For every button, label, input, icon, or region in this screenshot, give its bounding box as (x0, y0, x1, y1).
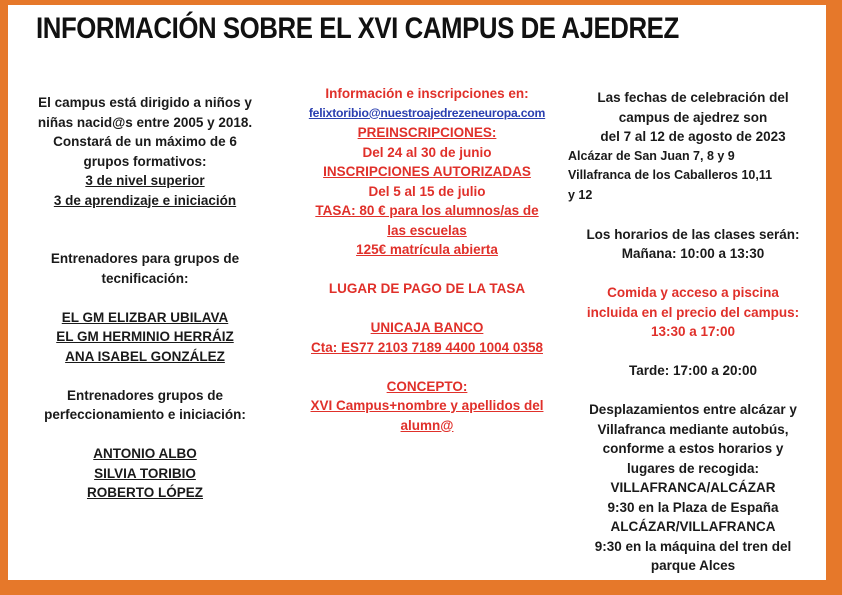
comida-line: incluida en el precio del campus: (586, 304, 800, 320)
right-column (568, 88, 818, 576)
tasa-line: las escuelas (387, 222, 467, 238)
desplazamiento-line: 9:30 en la máquina del tren del (594, 538, 792, 554)
concepto-line: XVI Campus+nombre y apellidos del (310, 398, 544, 413)
concepto-label: CONCEPTO: (386, 378, 468, 394)
autorizadas-dates: Del 5 al 15 de julio (368, 183, 486, 199)
tarde-line: Tarde: 17:00 a 20:00 (628, 363, 758, 378)
intro-line: niñas nacid@s entre 2005 y 2018. (37, 114, 253, 130)
fechas-line: Las fechas de celebración del (597, 90, 789, 105)
intro-line: El campus está dirigido a niños y (38, 95, 252, 110)
info-label: Información e inscripciones en: (325, 86, 529, 101)
tasa-line: 125€ matrícula abierta (356, 242, 498, 257)
intro-line: Constará de un máximo de 6 (53, 134, 237, 149)
left-column (12, 93, 278, 503)
desplazamiento-line: 9:30 en la Plaza de España (607, 499, 779, 515)
perf-heading: Entrenadores grupos de (66, 387, 224, 403)
tech-heading: tecnificación: (101, 270, 189, 286)
sede-line: y 12 (568, 187, 593, 202)
coach-name: SILVIA TORIBIO (94, 465, 196, 481)
fechas-line: campus de ajedrez son (618, 109, 768, 125)
email-link[interactable]: felixtoribio@nuestroajedrezeneuropa.com (308, 105, 546, 120)
middle-column (282, 84, 572, 435)
comida-line: Comida y acceso a piscina (607, 285, 779, 300)
comida-line: 13:30 a 17:00 (650, 324, 736, 339)
desplazamiento-line: lugares de recogida: (626, 460, 760, 476)
banco: UNICAJA BANCO (370, 320, 484, 335)
horario-line: Mañana: 10:00 a 13:30 (621, 246, 765, 261)
perf-heading: perfeccionamiento e iniciación: (44, 407, 246, 422)
group-item: 3 de aprendizaje e iniciación (53, 192, 237, 208)
desplazamiento-line: Desplazamientos entre alcázar y (589, 402, 797, 417)
desplazamiento-line: parque Alces (650, 558, 736, 573)
desplazamiento-line: conforme a estos horarios y (602, 441, 784, 456)
tasa-line: TASA: 80 € para los alumnos/as de (315, 203, 539, 218)
lugar-pago: LUGAR DE PAGO DE LA TASA (328, 281, 526, 296)
sede-line: Alcázar de San Juan 7, 8 y 9 (568, 148, 735, 163)
concepto-line: alumn@ (400, 417, 454, 433)
desplazamiento-line: Villafranca mediante autobús, (597, 421, 789, 437)
group-item: 3 de nivel superior (85, 173, 205, 188)
coach-name: ANTONIO ALBO (93, 446, 197, 461)
tech-heading: Entrenadores para grupos de (50, 251, 240, 266)
coach-name: ANA ISABEL GONZÁLEZ (65, 348, 225, 364)
sede-line: Villafranca de los Caballeros 10,11 (568, 168, 773, 182)
intro-line: grupos formativos: (83, 153, 207, 169)
coach-name: ROBERTO LÓPEZ (86, 485, 203, 500)
preinscripciones-dates: Del 24 al 30 de junio (362, 144, 492, 160)
cuenta: Cta: ES77 2103 7189 4400 1004 0358 (311, 339, 543, 355)
fechas-line: del 7 al 12 de agosto de 2023 (600, 129, 786, 144)
desplazamiento-line: ALCÁZAR/VILLAFRANCA (610, 519, 776, 534)
horario-line: Los horarios de las clases serán: (586, 226, 800, 242)
page-title: INFORMACIÓN SOBRE EL XVI CAMPUS DE AJEDREZ (36, 12, 679, 45)
coach-name: EL GM HERMINIO HERRÁIZ (56, 329, 234, 344)
preinscripciones-label: PREINSCRIPCIONES: (357, 125, 497, 140)
coach-name: EL GM ELIZBAR UBILAVA (61, 309, 229, 325)
autorizadas-label: INSCRIPCIONES AUTORIZADAS (323, 164, 531, 179)
desplazamiento-line: VILLAFRANCA/ALCÁZAR (610, 480, 776, 495)
